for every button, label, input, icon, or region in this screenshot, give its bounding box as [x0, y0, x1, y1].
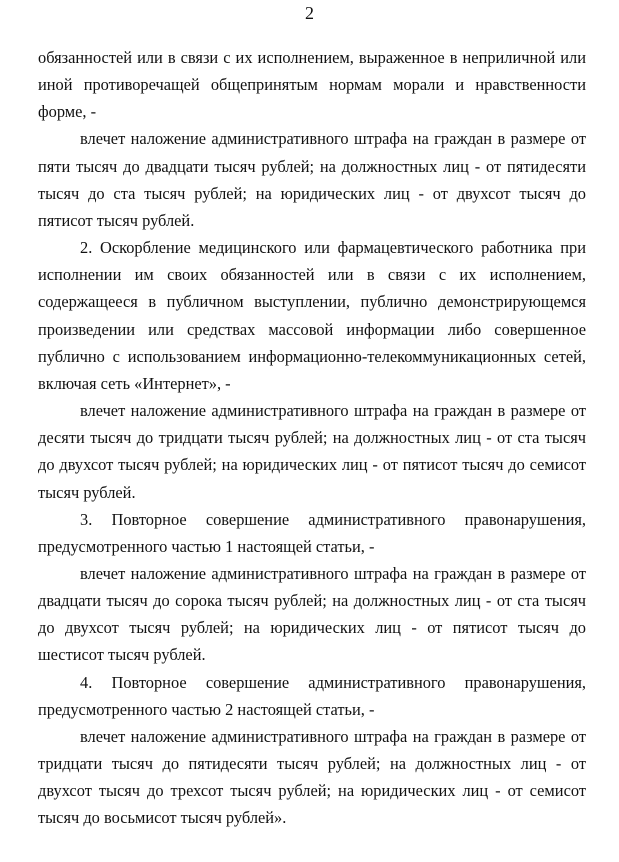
- paragraph-penalty-2: влечет наложение административного штрафа на граждан в размере от десяти тысяч до тридцати тысяч рублей; на должностных лиц - от ста тысяч до двухсот тысяч рублей; на юридических лиц - от пятисот тысяч до семисот тысяч рублей.: [38, 401, 586, 502]
- paragraph-item-2: 2. Оскорбление медицинского или фармацевтического работника при исполнении им своих обязанностей или в связи с их исполнением, содержащееся в публичном выступлении, публично демонстрирующемся произведении или средствах массовой информации либо совершенное публично с использованием информационно-телекоммуникационных сетей, включая сеть «Интернет», -: [38, 238, 586, 393]
- paragraph-continuation: обязанностей или в связи с их исполнением, выраженное в неприличной или иной противоречащей общепринятым нормам морали и нравственности форме, -: [38, 48, 586, 122]
- paragraph-item-3: 3. Повторное совершение административного правонарушения, предусмотренного частью 1 настоящей статьи, -: [38, 509, 586, 556]
- paragraph-penalty-4: влечет наложение административного штрафа на граждан в размере от тридцати тысяч до пятидесяти тысяч рублей; на должностных лиц - от двухсот тысяч до трехсот тысяч рублей; на юридических лиц - от семисот тысяч до восьмисот тысяч рублей».: [38, 726, 586, 828]
- page-number: 2: [305, 3, 314, 23]
- paragraph-penalty-3: влечет наложение административного штрафа на граждан в размере от двадцати тысяч до сорока тысяч рублей; на должностных лиц - от ста тысяч до двухсот тысяч рублей; на юридических лиц - от пятисот тысяч до шестисот тысяч рублей.: [38, 563, 586, 665]
- paragraph-item-4: 4. Повторное совершение административного правонарушения, предусмотренного частью 2 настоящей статьи, -: [38, 672, 586, 719]
- paragraph-penalty-1: влечет наложение административного штрафа на граждан в размере от пяти тысяч до двадцати тысяч рублей; на должностных лиц - от пятидесяти тысяч до ста тысяч рублей; на юридических лиц - от двухсот тысяч до пятисот тысяч рублей.: [38, 129, 586, 230]
- document-body: [38, 44, 586, 832]
